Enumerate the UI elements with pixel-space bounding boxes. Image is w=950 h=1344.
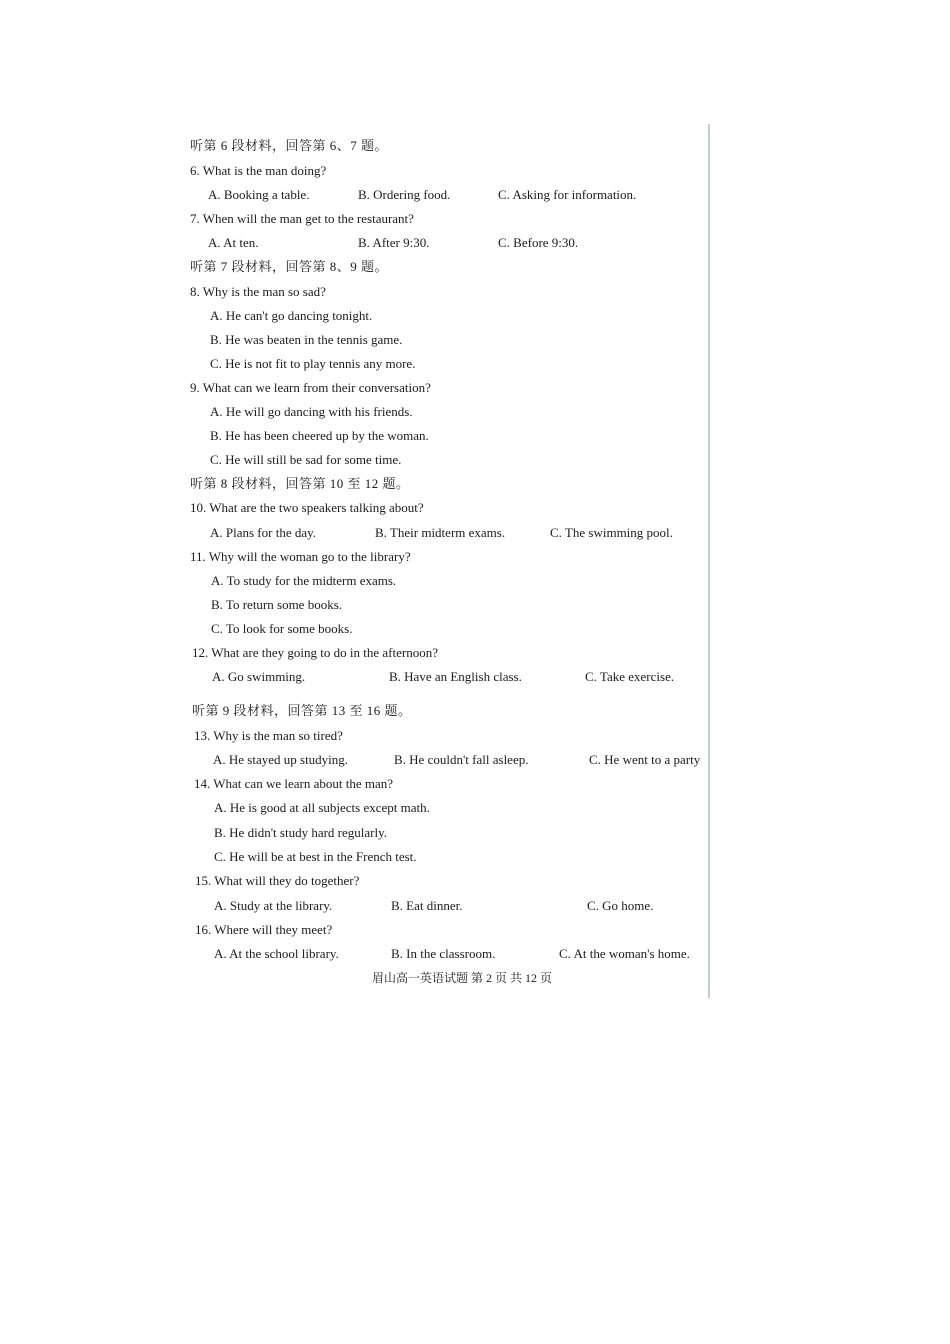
option-b: B. He was beaten in the tennis game. — [210, 332, 403, 347]
option-c: C. Go home. — [587, 898, 654, 913]
question-stem-13: 13. Why is the man so tired? — [194, 728, 343, 743]
option-c: C. Asking for information. — [498, 187, 637, 202]
option-a: A. Study at the library. — [214, 898, 333, 913]
option-a: A. To study for the midterm exams. — [211, 573, 397, 588]
option-a: A. Go swimming. — [212, 669, 306, 684]
option-a: A. He stayed up studying. — [213, 752, 349, 767]
question-stem-14: 14. What can we learn about the man? — [194, 776, 394, 791]
section-header: 听第 7 段材料，回答第 8、9 题。 — [190, 259, 389, 274]
option-c: C. He is not fit to play tennis any more. — [210, 356, 416, 371]
option-a: A. He will go dancing with his friends. — [210, 404, 413, 419]
option-b: B. He didn't study hard regularly. — [214, 825, 387, 840]
question-options-6 — [208, 187, 708, 203]
page-footer: 眉山高一英语试题 第 2 页 共 12 页 — [372, 971, 553, 985]
question-stem-6: 6. What is the man doing? — [190, 163, 327, 178]
option-b: B. Ordering food. — [358, 187, 451, 202]
option-c: C. He will still be sad for some time. — [210, 452, 402, 467]
question-stem-16: 16. Where will they meet? — [195, 922, 333, 937]
question-stem-10: 10. What are the two speakers talking about? — [190, 500, 424, 515]
question-stem-7: 7. When will the man get to the restaurant? — [190, 211, 414, 226]
option-a: A. He can't go dancing tonight. — [210, 308, 373, 323]
option-b: B. He couldn't fall asleep. — [394, 752, 529, 767]
question-options-12 — [212, 669, 706, 685]
question-stem-9: 9. What can we learn from their conversation? — [190, 380, 431, 395]
option-a: A. At the school library. — [214, 946, 339, 961]
option-a: A. At ten. — [208, 235, 259, 250]
question-stem-15: 15. What will they do together? — [195, 873, 360, 888]
option-b: B. Eat dinner. — [391, 898, 463, 913]
option-a: A. He is good at all subjects except math. — [214, 800, 430, 815]
option-b: B. Their midterm exams. — [375, 525, 506, 540]
option-c: C. He went to a party — [589, 752, 701, 767]
question-options-15 — [214, 898, 704, 914]
question-options-7 — [208, 235, 708, 251]
option-c: C. At the woman's home. — [559, 946, 690, 961]
question-options-10 — [210, 525, 705, 541]
question-stem-8: 8. Why is the man so sad? — [190, 284, 326, 299]
question-options-13 — [213, 752, 707, 768]
option-c: C. He will be at best in the French test. — [214, 849, 417, 864]
option-c: C. The swimming pool. — [550, 525, 673, 540]
option-b: B. He has been cheered up by the woman. — [210, 428, 429, 443]
section-header: 听第 6 段材料，回答第 6、7 题。 — [190, 138, 389, 153]
question-stem-12: 12. What are they going to do in the afternoon? — [192, 645, 438, 660]
option-c: C. Take exercise. — [585, 669, 675, 684]
option-a: A. Plans for the day. — [210, 525, 317, 540]
option-a: A. Booking a table. — [208, 187, 310, 202]
option-b: B. After 9:30. — [358, 235, 430, 250]
question-stem-11: 11. Why will the woman go to the library? — [190, 549, 411, 564]
question-options-16 — [214, 946, 704, 962]
option-b: B. Have an English class. — [389, 669, 522, 684]
option-c: C. To look for some books. — [211, 621, 353, 636]
page-margin-line — [708, 124, 710, 998]
section-header: 听第 9 段材料，回答第 13 至 16 题。 — [192, 703, 412, 718]
option-c: C. Before 9:30. — [498, 235, 579, 250]
section-header: 听第 8 段材料，回答第 10 至 12 题。 — [190, 476, 410, 491]
option-b: B. To return some books. — [211, 597, 343, 612]
option-b: B. In the classroom. — [391, 946, 496, 961]
